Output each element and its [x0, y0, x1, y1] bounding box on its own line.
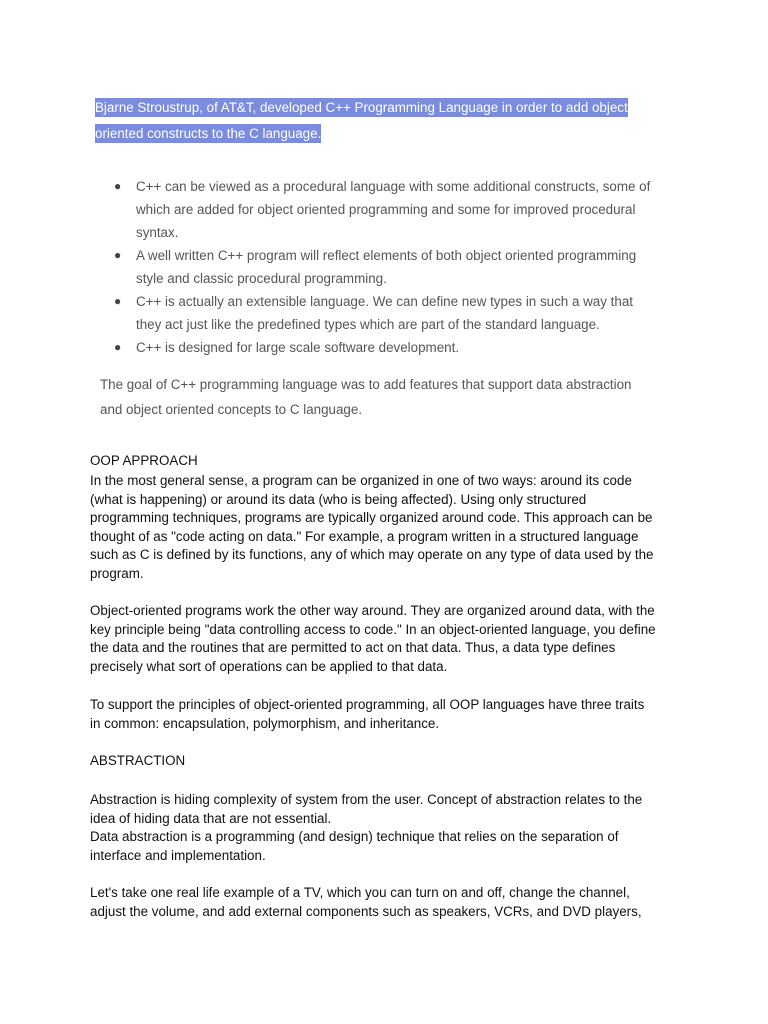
list-item [110, 290, 690, 336]
intro-line-1: Bjarne Stroustrup, of AT&T, developed C++ Programming Language in order to add object [95, 100, 628, 115]
text-line: thought of as "code acting on data." For example, a program written in a structured language [90, 528, 639, 544]
feature-bullet-list [110, 175, 690, 359]
bullet-icon: ● [114, 340, 122, 354]
text-line: adjust the volume, and add external components such as speakers, VCRs, and DVD players, [90, 903, 642, 919]
list-item [110, 244, 690, 290]
list-item [110, 175, 690, 244]
text-line: such as C is defined by its functions, any of which may operate on any type of data used by the [90, 547, 654, 563]
text-line: program. [90, 565, 144, 581]
text-line: in common: encapsulation, polymorphism, and inheritance. [90, 715, 440, 731]
bullet-text: C++ is designed for large scale software development. [136, 340, 460, 355]
bullet-text: which are added for object oriented programming and some for improved procedural [136, 202, 636, 217]
bullet-text: C++ can be viewed as a procedural language with some additional constructs, some of [136, 179, 651, 194]
bullet-text: they act just like the predefined types which are part of the standard language. [136, 317, 600, 332]
bullet-icon: ● [114, 294, 122, 308]
goal-line-1: The goal of C++ programming language was to add features that support data abstraction [100, 377, 632, 392]
bullet-icon: ● [114, 179, 122, 193]
bullet-icon: ● [114, 248, 122, 262]
abstraction-heading: ABSTRACTION [90, 753, 186, 768]
text-line: In the most general sense, a program can be organized in one of two ways: around its code [90, 473, 632, 488]
text-line: the data and the routines that are permitted to act on that data. Thus, a data type defines [90, 640, 616, 656]
goal-line-2: and object oriented concepts to C language. [100, 402, 363, 417]
oop-paragraph-2 [90, 602, 682, 676]
intro-line-2: oriented constructs to the C language. [95, 126, 322, 141]
goal-paragraph [100, 372, 670, 422]
text-line: key principle being "data controlling access to code." In an object-oriented language, you define [90, 621, 656, 637]
oop-paragraph-1 [90, 472, 682, 584]
oop-approach-heading: OOP APPROACH [90, 453, 198, 468]
text-line: precisely what sort of operations can be applied to that data. [90, 658, 448, 674]
text-line: idea of hiding data that are not essential. [90, 810, 332, 826]
text-line: programming techniques, programs are typically organized around code. This approach can be [90, 510, 653, 526]
bullet-text: C++ is actually an extensible language. We can define new types in such a way that [136, 294, 633, 309]
text-line: (what is happening) or around its data (who is being affected). Using only structured [90, 491, 587, 507]
list-item [110, 336, 690, 359]
text-line: interface and implementation. [90, 847, 266, 863]
intro-highlighted-text[interactable] [95, 95, 675, 147]
oop-paragraph-3 [90, 696, 682, 733]
abstraction-paragraph-1 [90, 791, 682, 865]
text-line: To support the principles of object-oriented programming, all OOP languages have three traits [90, 697, 645, 712]
text-line: Object-oriented programs work the other way around. They are organized around data, with the [90, 603, 655, 618]
abstraction-paragraph-2 [90, 884, 682, 921]
text-line: Abstraction is hiding complexity of system from the user. Concept of abstraction relates to the [90, 792, 643, 807]
bullet-text: syntax. [136, 225, 179, 240]
bullet-text: style and classic procedural programming. [136, 271, 387, 286]
bullet-text: A well written C++ program will reflect elements of both object oriented programming [136, 248, 637, 263]
text-line: Data abstraction is a programming (and design) technique that relies on the separation of [90, 829, 619, 845]
text-line: Let's take one real life example of a TV, which you can turn on and off, change the channel, [90, 885, 630, 900]
